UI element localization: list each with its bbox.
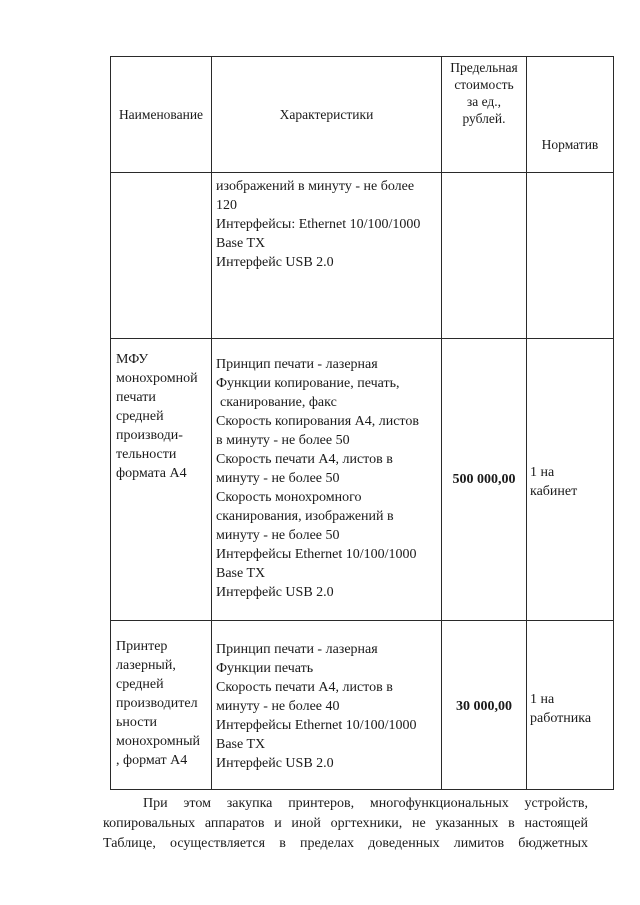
name-line: монохромный	[116, 734, 200, 749]
header-price-line: стоимость	[454, 77, 514, 92]
spec-line: Принцип печати - лазерная	[216, 357, 378, 372]
header-price-line: Предельная	[450, 60, 518, 75]
header-price-line: рублей.	[462, 111, 506, 126]
spec-line: Интерфейс USB 2.0	[216, 585, 334, 600]
spec-line: в минуту - не более 50	[216, 433, 350, 448]
header-price-line: за ед.,	[466, 94, 502, 109]
table-border-left	[110, 56, 111, 790]
header-name: Наименование	[118, 107, 204, 122]
name-line: монохромной	[116, 371, 198, 386]
name-line: производител	[116, 696, 198, 711]
table-border-bottom	[110, 789, 614, 790]
row1-specs	[216, 177, 420, 272]
name-line: Принтер	[116, 639, 168, 654]
norm-line: кабинет	[530, 484, 578, 499]
name-line: средней	[116, 677, 164, 692]
table-border-top	[110, 56, 614, 57]
row3-norm	[530, 690, 591, 728]
name-line: тельности	[116, 447, 177, 462]
spec-line: Интерфейсы Ethernet 10/100/1000	[216, 718, 417, 733]
name-line: лазерный,	[116, 658, 176, 673]
header-price	[442, 59, 526, 127]
table-border-right	[613, 56, 614, 790]
norm-line: 1 на	[530, 465, 555, 480]
table-row-divider	[110, 338, 614, 339]
paragraph-line: копировальных аппаратов и иной оргтехники, не указанных в настоящей	[103, 816, 588, 831]
spec-line: Функции копирование, печать,	[216, 376, 400, 391]
row2-name	[116, 350, 198, 483]
header-specs: Характеристики	[279, 107, 374, 122]
spec-line: сканирования, изображений в	[216, 509, 394, 524]
spec-line: Интерфейсы Ethernet 10/100/1000	[216, 547, 417, 562]
spec-line: Скорость копирования А4, листов	[216, 414, 419, 429]
spec-line: минуту - не более 50	[216, 528, 340, 543]
name-line: ьности	[116, 715, 158, 730]
spec-line: Скорость монохромного	[216, 490, 362, 505]
row3-price: 30 000,00	[456, 699, 512, 714]
row3-specs	[216, 640, 417, 773]
table-row-divider	[110, 620, 614, 621]
table-column-divider	[211, 56, 212, 790]
spec-line: сканирование, факс	[220, 395, 337, 410]
name-line: средней	[116, 409, 164, 424]
row2-norm	[530, 463, 577, 501]
spec-line: Интерфейс USB 2.0	[216, 255, 334, 270]
spec-line: Base TX	[216, 566, 266, 581]
norm-line: работника	[530, 711, 592, 726]
spec-line: изображений в минуту - не более	[216, 179, 415, 194]
name-line: МФУ	[116, 352, 149, 367]
row2-price: 500 000,00	[452, 472, 516, 487]
spec-line: Base TX	[216, 236, 266, 251]
header-norm: Норматив	[541, 137, 599, 152]
spec-line: Функции печать	[216, 661, 314, 676]
spec-line: минуту - не более 40	[216, 699, 340, 714]
norm-line: 1 на	[530, 692, 555, 707]
name-line: формата А4	[116, 466, 187, 481]
name-line: печати	[116, 390, 156, 405]
spec-line: Скорость печати А4, листов в	[216, 452, 393, 467]
name-line: производи-	[116, 428, 183, 443]
table-column-divider	[526, 56, 527, 790]
paragraph-line: При этом закупка принтеров, многофункциональных устройств,	[143, 796, 588, 811]
spec-line: Интерфейсы: Ethernet 10/100/1000	[216, 217, 421, 232]
table-column-divider	[441, 56, 442, 790]
spec-line: 120	[216, 198, 237, 213]
row3-name	[116, 637, 200, 770]
table-header-bottom-border	[110, 172, 614, 173]
spec-line: Скорость печати А4, листов в	[216, 680, 393, 695]
spec-line: Интерфейс USB 2.0	[216, 756, 334, 771]
name-line: , формат А4	[116, 753, 188, 768]
spec-line: Принцип печати - лазерная	[216, 642, 378, 657]
spec-line: Base TX	[216, 737, 266, 752]
body-paragraph	[103, 794, 588, 854]
paragraph-line: Таблице, осуществляется в пределах доведенных лимитов бюджетных	[103, 836, 588, 851]
spec-line: минуту - не более 50	[216, 471, 340, 486]
row2-specs	[216, 355, 419, 602]
